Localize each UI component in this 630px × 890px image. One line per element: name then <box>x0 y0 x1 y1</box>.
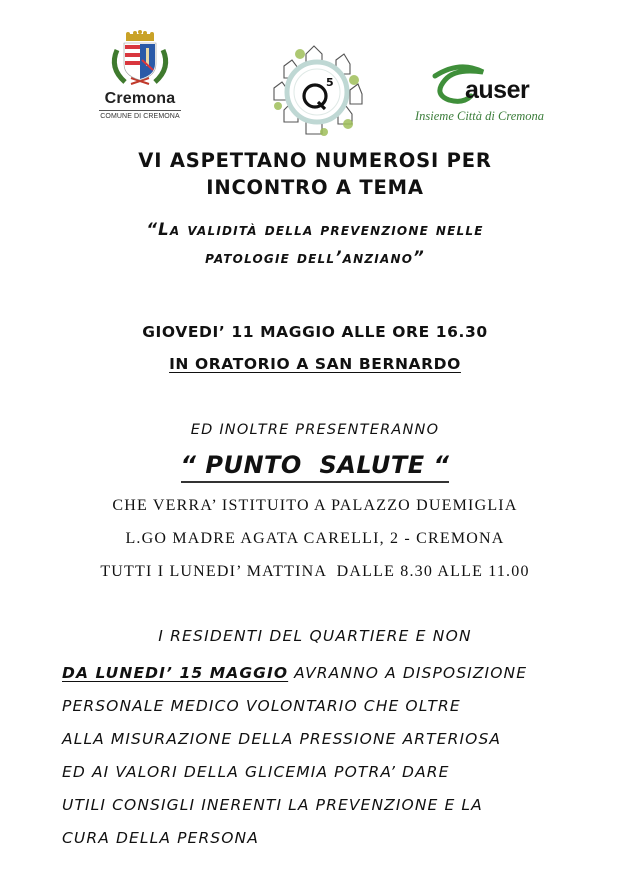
event-location: IN ORATORIO A SAN BERNARDO <box>169 355 461 373</box>
auser-logo <box>405 62 555 130</box>
heading-line-2: INCONTRO A TEMA <box>206 176 424 199</box>
punto-salute-name: PUNTO SALUTE <box>205 451 425 479</box>
cremona-logo-divider <box>99 110 181 111</box>
detail-line-2: L.GO MADRE AGATA CARELLI, 2 - CREMONA <box>125 530 505 547</box>
topic-line-2: patologie dell’anziano” <box>205 248 425 267</box>
residents-line-2-rest: AVRANNO A DISPOSIZIONE <box>288 664 528 682</box>
event-location-wrap <box>0 355 630 373</box>
q5-houses-circle-icon <box>262 40 372 140</box>
punto-salute-underline <box>181 451 450 483</box>
open-quote: “ <box>180 451 197 479</box>
service-start-date: DA LUNEDI’ 15 MAGGIO <box>62 664 289 682</box>
residents-line-2 <box>62 664 527 682</box>
topic-line-1: “La validità della prevenzione nelle <box>146 220 484 239</box>
residents-line-5: ED AI VALORI DELLA GLICEMIA POTRA’ DARE <box>62 763 450 781</box>
residents-line-3: PERSONALE MEDICO VOLONTARIO CHE OLTRE <box>62 697 461 715</box>
cremona-coat-of-arms-icon <box>95 30 185 90</box>
cremona-logo-subtitle: COMUNE DI CREMONA <box>100 113 180 120</box>
event-date-time: GIOVEDI’ 11 MAGGIO ALLE ORE 16.30 <box>142 323 488 341</box>
residents-line-7: CURA DELLA PERSONA <box>62 829 259 847</box>
cremona-logo <box>95 30 185 125</box>
residents-line-1: I RESIDENTI DEL QUARTIERE E NON <box>158 627 472 645</box>
svg-text:5: 5 <box>326 76 334 89</box>
detail-line-3: TUTTI I LUNEDI’ MATTINA DALLE 8.30 ALLE 11.00 <box>100 563 530 580</box>
residents-line-6: UTILI CONSIGLI INERENTI LA PREVENZIONE E LA <box>62 796 483 814</box>
presentation-intro: ED INOLTRE PRESENTERANNO <box>190 422 440 438</box>
auser-logo-title: auser <box>465 76 530 104</box>
q5-logo <box>262 40 372 140</box>
cremona-logo-title: Cremona <box>104 90 176 107</box>
heading-line-1: VI ASPETTANO NUMEROSI PER <box>138 149 492 172</box>
close-quote: “ <box>433 451 450 479</box>
auser-logo-subtitle: Insieme Città di Cremona <box>415 109 545 123</box>
residents-line-4: ALLA MISURAZIONE DELLA PRESSIONE ARTERIOSA <box>62 730 502 748</box>
punto-salute-title <box>0 451 630 479</box>
detail-line-1: CHE VERRA’ ISTITUITO A PALAZZO DUEMIGLIA <box>112 497 518 514</box>
